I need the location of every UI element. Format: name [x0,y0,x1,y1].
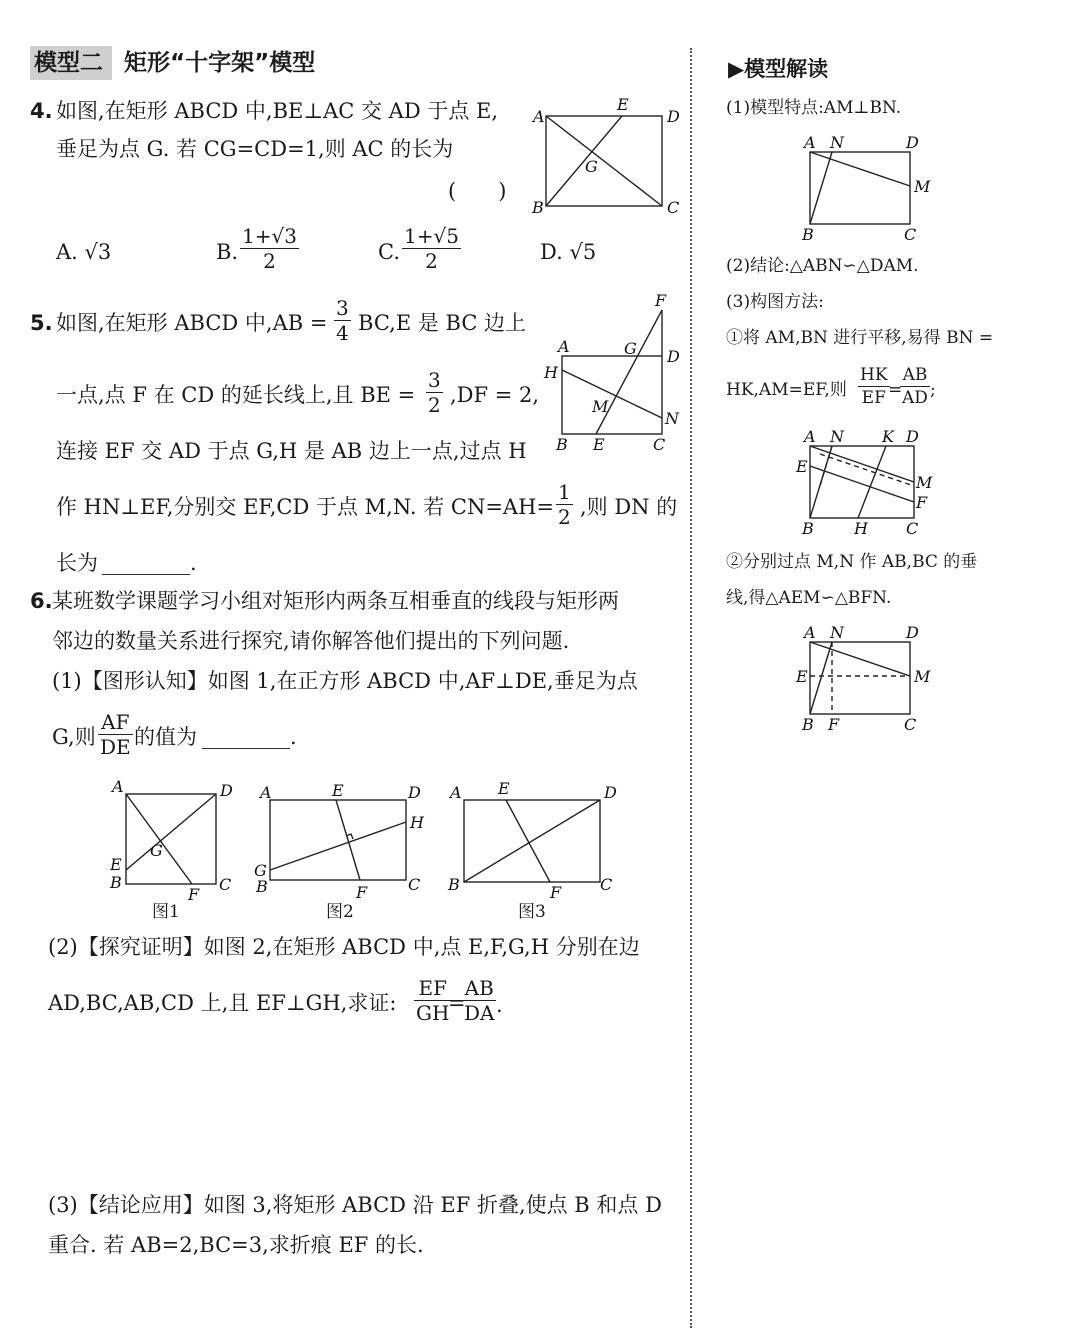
fig2-label-f: F [356,883,368,902]
q6-part1-answer-blank[interactable] [202,746,290,749]
q4-option-b-den: 2 [263,249,276,273]
q6-part1-line1: (1)【图形认知】如图 1,在正方形 ABCD 中,AF⊥DE,垂足为点 [52,669,638,693]
q5-segment-hn [562,370,662,418]
side-title: ▶模型解读 [728,57,829,81]
q5-frac2-num: 3 [428,368,441,392]
q6-intro1: 某班数学课题学习小组对矩形内两条互相垂直的线段与矩形两 [52,589,619,613]
q5-label-h: H [544,363,558,382]
q6-intro2: 邻边的数量关系进行探究,请你解答他们提出的下列问题. [52,629,570,653]
side-frac-end: ; [930,380,936,400]
fig3-caption: 图3 [518,902,546,922]
side3-rect [810,642,910,714]
q5-frac1 [334,296,351,345]
side2-dash-2 [820,454,914,486]
q4-line1: 如图,在矩形 ABCD 中,BE⊥AC 交 AD 于点 E, [56,99,499,123]
fig1-label-f: F [188,885,200,904]
q4-label-e: E [617,95,629,114]
fig2-label-c: C [408,875,421,894]
q5-label-n: N [665,409,679,428]
side-model-feature: (1)模型特点:AM⊥BN. [726,98,902,118]
side-frac1-den: EF [861,388,886,408]
side2-segment-ef [810,466,914,502]
fig2-label-a: A [260,783,272,802]
fig3-label-d: D [604,783,617,802]
q5-label-a: A [558,337,570,356]
q4-option-b-label: B. [216,240,239,264]
side2-label-d: D [906,427,919,446]
q6-part2-line1: (2)【探究证明】如图 2,在矩形 ABCD 中,点 E,F,G,H 分别在边 [48,935,640,959]
side-frac2 [900,364,930,409]
fig2-caption: 图2 [326,902,354,922]
side-method-1b: HK,AM=EF,则 [726,380,847,400]
q6-part2-frac1 [414,976,451,1025]
side3-label-f: F [828,715,840,734]
side3-label-m: M [914,667,931,686]
side-method-1: ①将 AM,BN 进行平移,易得 BN = [726,328,994,348]
q4-label-d: D [667,107,680,126]
column-divider [690,48,692,1328]
q4-answer-paren: ( ) [448,179,507,203]
fig3-label-c: C [600,875,613,894]
q5-figure [540,290,690,460]
fig2-segment-gh [270,822,406,870]
q5-frac3 [556,480,573,529]
fig2-label-b: B [256,877,268,896]
fig1-label-e: E [110,855,122,874]
section-title: 矩形“十字架”模型 [124,50,316,76]
q5-frac1-num: 3 [336,296,349,320]
q4-figure [530,96,690,221]
side1-label-a: A [804,133,816,152]
side-frac2-den: AD [902,388,928,408]
q4-option-c-label: C. [378,240,400,264]
q6-part2-frac2-num: AB [462,976,496,1001]
q5-label-m: M [592,397,609,416]
fig3-fold-ef [506,800,550,882]
side3-label-e: E [796,667,808,686]
fig1-label-d: D [220,781,233,800]
q4-option-c-frac [402,224,461,273]
side2-label-h: H [854,519,868,538]
q5-line4a: 作 HN⊥EF,分别交 EF,CD 于点 M,N. 若 CN=AH= [56,495,555,519]
q4-line2: 垂足为点 G. 若 CG=CD=1,则 AC 的长为 [56,137,454,161]
q4-label-a: A [533,107,545,126]
q5-label-f: F [655,291,667,310]
side1-rect [810,152,910,224]
q4-option-c-den: 2 [425,249,438,273]
q5-line2b: ,DF = 2, [450,383,540,407]
q5-frac3-num: 1 [558,480,571,504]
fig1-square [126,794,216,884]
q6-part2-frac1-num: EF [414,976,451,1001]
side-figure-2 [790,424,940,540]
q5-label-c: C [653,435,666,454]
fig3-label-f: F [550,883,562,902]
q6-part1-line2a: G,则 [52,725,96,749]
fig1-label-c: C [219,875,232,894]
fig1-segment-af [126,794,192,884]
fig2-label-g: G [254,861,267,880]
side-frac1-num: HK [860,365,888,385]
q5-line4b: ,则 DN 的 [580,495,678,519]
q4-diag-ac [546,116,662,206]
side-frac-eq: = [888,380,903,400]
q6-part1-frac-den: DE [100,735,131,759]
q4-label-b: B [532,198,544,217]
side-frac1 [858,364,890,409]
side-method-title: (3)构图方法: [726,292,824,312]
q4-segment-be [546,116,622,206]
side2-label-e: E [796,457,808,476]
side2-segment-hk [858,446,886,518]
fig2-rect [270,800,406,880]
side2-label-k: K [882,427,894,446]
q6-part1-line2b: 的值为 [134,725,197,749]
q5-number: 5. [30,311,53,335]
q5-line2a: 一点,点 F 在 CD 的延长线上,且 BE = [56,383,416,407]
q5-line1a: 如图,在矩形 ABCD 中,AB = [56,311,328,335]
q4-option-d: D. √5 [540,240,597,264]
q5-label-b: B [556,435,568,454]
q5-line1b: BC,E 是 BC 边上 [358,311,527,335]
fig2-label-d: D [408,783,421,802]
q6-part1-line2-end: . [290,725,297,749]
q5-frac2 [426,368,443,417]
side2-label-n: N [830,427,844,446]
q6-part2-line2: AD,BC,AB,CD 上,且 EF⊥GH,求证: [48,991,397,1015]
side1-label-n: N [830,133,844,152]
side3-label-d: D [906,623,919,642]
q5-answer-blank[interactable] [102,572,190,575]
side3-segment-am [810,642,910,676]
fig3-diag-bd [464,800,600,882]
fig3-label-b: B [448,875,460,894]
side1-label-m: M [914,177,931,196]
q6-part1-frac [98,710,133,759]
side1-segment-bn [810,152,832,224]
q6-part2-eq: = [448,991,466,1015]
fig2-label-e: E [332,781,344,800]
side3-label-b: B [802,715,814,734]
q5-label-g: G [624,339,637,358]
side-conclusion: (2)结论:△ABN∽△DAM. [726,256,919,276]
q4-label-g: G [585,157,598,176]
side2-label-m: M [916,473,933,492]
fig1-label-a: A [112,777,124,796]
q5-line5-end: . [190,551,197,575]
q4-option-c-num: 1+√5 [404,224,459,248]
side1-segment-am [810,152,910,186]
q4-option-b-num: 1+√3 [242,224,297,248]
side-method-2b: 线,得△AEM∽△BFN. [726,588,892,608]
side1-label-c: C [904,225,917,244]
side-figure-1 [790,128,940,244]
q4-option-a: A. √3 [56,240,112,264]
side2-label-c: C [906,519,919,538]
fig1-caption: 图1 [152,902,180,922]
side3-label-n: N [830,623,844,642]
q5-rect [562,356,662,434]
q5-frac2-den: 2 [428,393,441,417]
fig3-label-e: E [498,779,510,798]
q5-line3: 连接 EF 交 AD 于点 G,H 是 AB 边上一点,过点 H [56,439,527,463]
q6-part3-line1: (3)【结论应用】如图 3,将矩形 ABCD 沿 EF 折叠,使点 B 和点 D [48,1193,662,1217]
fig3-label-a: A [450,783,462,802]
q5-label-d: D [667,347,680,366]
q6-part3-line2: 重合. 若 AB=2,BC=3,求折痕 EF 的长. [48,1233,424,1257]
q5-frac1-den: 4 [336,321,349,345]
fig1-label-g: G [150,841,163,860]
q4-number: 4. [30,99,53,123]
side3-label-a: A [804,623,816,642]
q6-part2-frac2-den: DA [464,1001,495,1025]
fig2-label-h: H [410,813,424,832]
q6-part1-frac-num: AF [98,710,133,735]
side3-label-c: C [904,715,917,734]
model-badge: 模型二 [34,50,103,76]
side1-label-b: B [802,225,814,244]
fig1-label-b: B [110,873,122,892]
side-method-2: ②分别过点 M,N 作 AB,BC 的垂 [726,552,978,572]
side-frac2-num: AB [900,364,930,387]
side2-label-b: B [802,519,814,538]
q5-frac3-den: 2 [558,505,571,529]
side2-label-a: A [804,427,816,446]
side2-label-f: F [916,493,928,512]
q4-label-c: C [667,198,680,217]
q5-label-e: E [593,435,605,454]
q6-part2-frac2 [462,976,496,1025]
side3-segment-bn [810,642,832,714]
side1-label-d: D [906,133,919,152]
side-figure-3 [790,620,940,736]
q4-option-b-frac [240,224,299,273]
q6-part2-frac1-den: GH [416,1001,450,1025]
side2-segment-am [810,446,914,482]
fig1-segment-de [126,794,216,870]
q5-line5: 长为 [56,551,98,575]
q6-number: 6. [30,589,53,613]
q6-part2-end: . [496,993,503,1017]
